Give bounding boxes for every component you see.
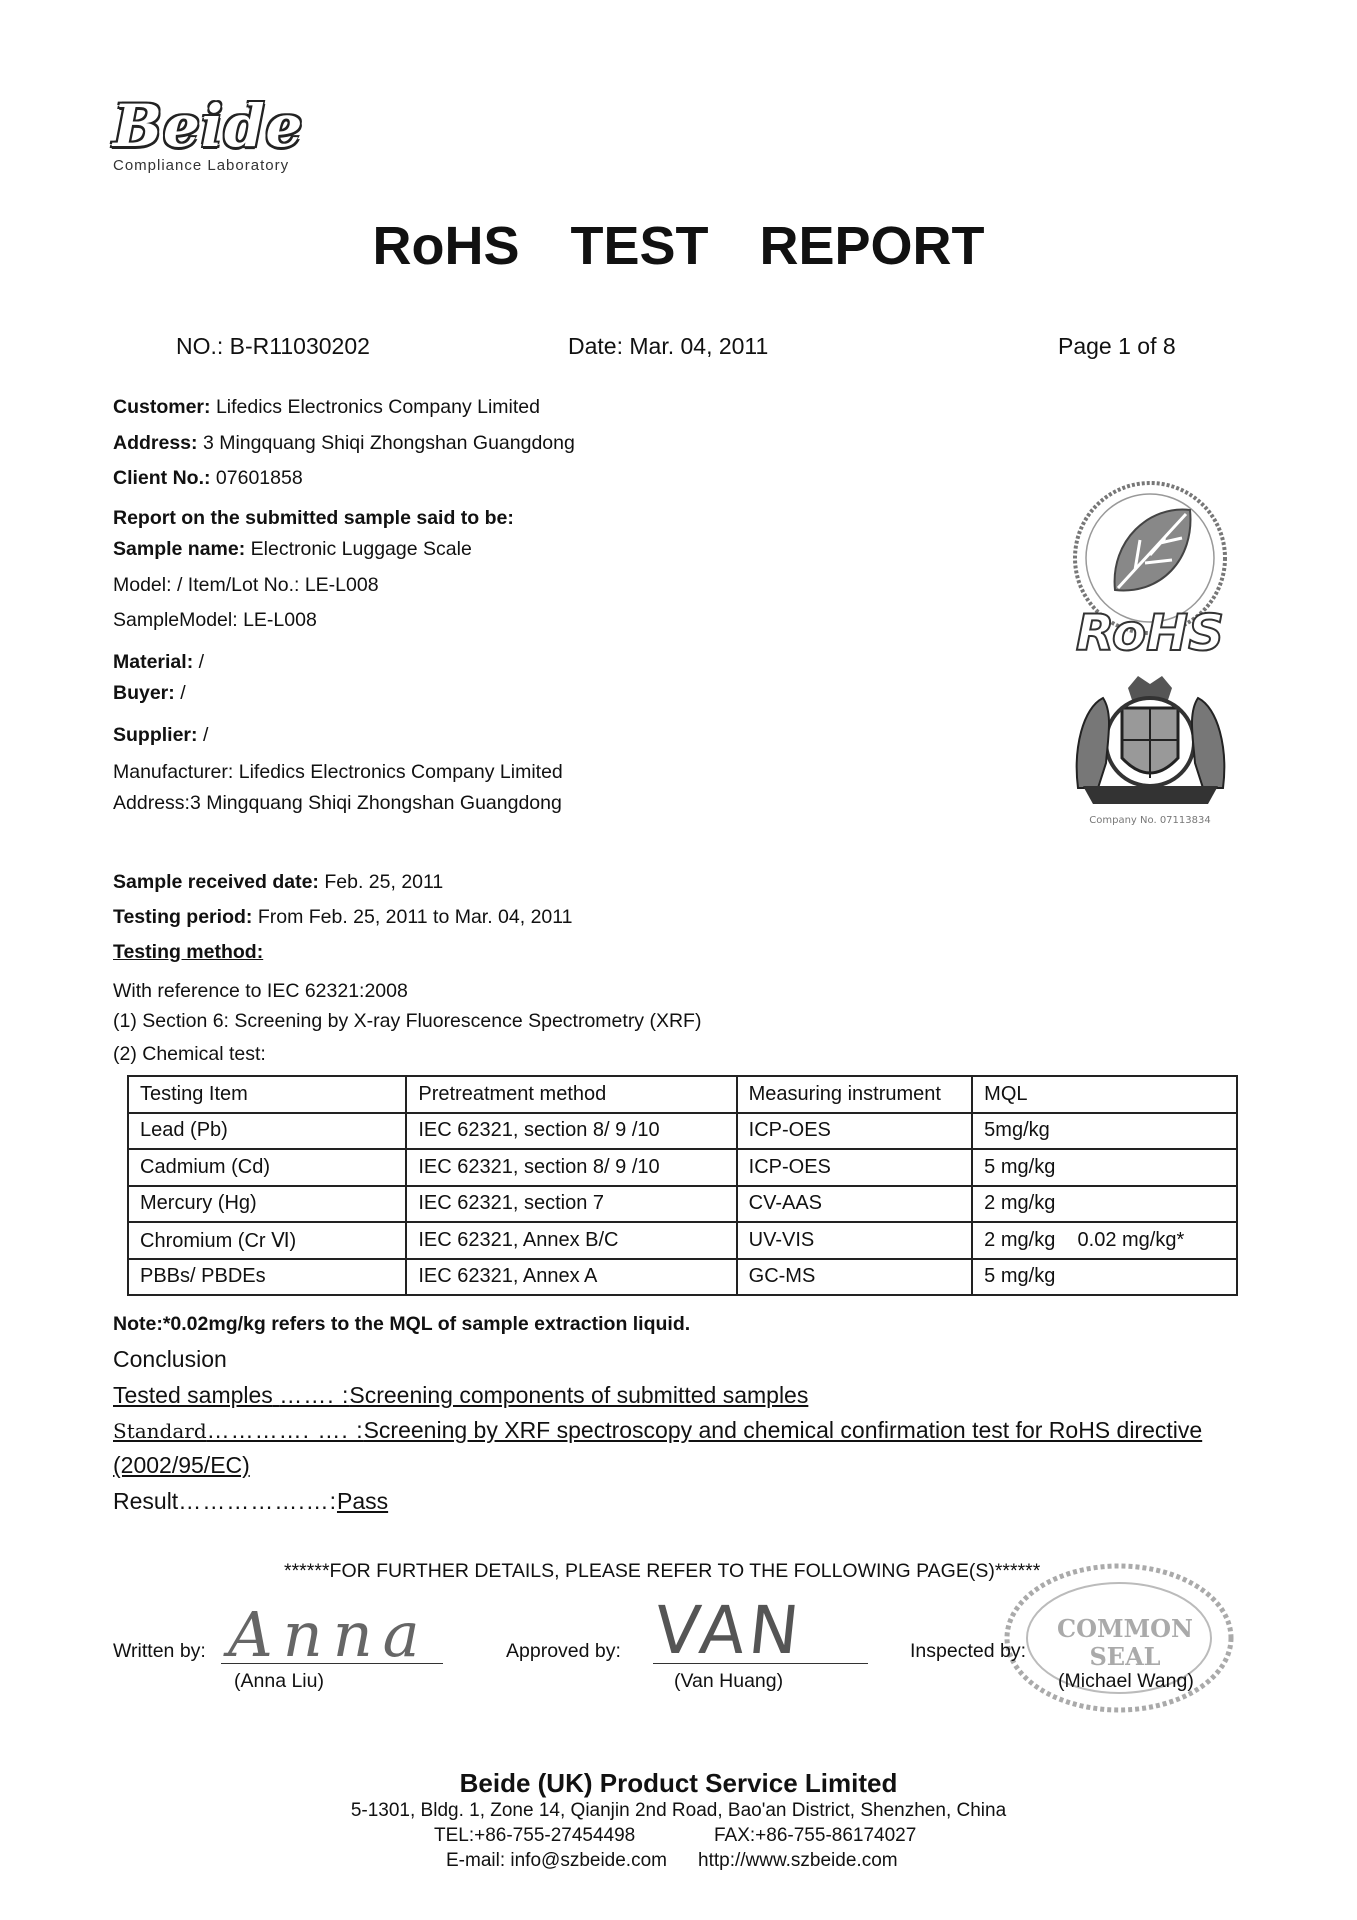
seal-text-seal: SEAL <box>1089 1642 1161 1671</box>
manufacturer-address-line: Address:3 Mingquang Shiqi Zhongshan Guangdong <box>113 792 562 814</box>
table-header-cell: Measuring instrument <box>737 1076 973 1113</box>
inspected-by-label: Inspected by: <box>910 1640 1026 1662</box>
written-signature-line <box>221 1663 443 1664</box>
client-no-line: Client No.: 07601858 <box>113 467 303 489</box>
inspected-by-name: (Michael Wang) <box>1058 1670 1194 1692</box>
result-line: Result…………….…:Pass <box>113 1488 389 1514</box>
table-header-cell: Pretreatment method <box>406 1076 736 1113</box>
table-row <box>128 1113 1237 1150</box>
approved-by-label: Approved by: <box>506 1640 621 1662</box>
testing-period-line: Testing period: From Feb. 25, 2011 to Mar. 04, 2011 <box>113 906 573 928</box>
method-line-3: (2) Chemical test: <box>113 1043 266 1065</box>
logo-subtitle: Compliance Laboratory <box>113 157 290 174</box>
test-method-table <box>127 1075 1238 1296</box>
customer-line: Customer: Lifedics Electronics Company Limited <box>113 396 540 418</box>
table-header-row <box>128 1076 1237 1113</box>
table-cell: Mercury (Hg) <box>128 1186 406 1223</box>
table-cell: GC-MS <box>737 1259 973 1296</box>
sample-name-line: Sample name: Electronic Luggage Scale <box>113 538 472 560</box>
footer-tel: TEL:+86-755-27454498 <box>434 1825 636 1846</box>
rohs-seal <box>1060 480 1240 660</box>
footer-address: 5-1301, Bldg. 1, Zone 14, Qianjin 2nd Road, Bao'an District, Shenzhen, China <box>350 1800 1007 1821</box>
table-row <box>128 1186 1237 1223</box>
table-cell: 5mg/kg <box>972 1113 1237 1150</box>
table-row <box>128 1149 1237 1186</box>
manufacturer-line: Manufacturer: Lifedics Electronics Company Limited <box>113 761 563 783</box>
footer-email: E-mail: info@szbeide.com <box>446 1850 667 1871</box>
method-line-1: With reference to IEC 62321:2008 <box>113 980 408 1002</box>
conclusion-heading: Conclusion <box>113 1346 227 1372</box>
footer-website: http://www.szbeide.com <box>698 1850 898 1871</box>
further-details-note: ******FOR FURTHER DETAILS, PLEASE REFER TO THE FOLLOWING PAGE(S)****** <box>284 1560 1041 1582</box>
table-cell: IEC 62321, Annex A <box>406 1259 736 1296</box>
rohs-seal-text: RoHS <box>1075 604 1225 660</box>
standard-line: Standard…………. …. :Screening by XRF spectroscopy and chemical confirmation test for RoHS directive <box>113 1417 1203 1443</box>
method-line-2: (1) Section 6: Screening by X-ray Fluorescence Spectrometry (XRF) <box>113 1010 702 1032</box>
table-header-cell: Testing Item <box>128 1076 406 1113</box>
table-cell: IEC 62321, Annex B/C <box>406 1222 736 1259</box>
report-date: Date: Mar. 04, 2011 <box>568 333 769 359</box>
beide-logo: Beide <box>113 92 304 160</box>
table-cell: IEC 62321, section 7 <box>406 1186 736 1223</box>
company-number: Company No. 07113834 <box>1089 815 1211 826</box>
seal-text-common: COMMON <box>1057 1614 1193 1643</box>
table-cell: CV-AAS <box>737 1186 973 1223</box>
report-on-line: Report on the submitted sample said to be: <box>113 507 514 529</box>
table-cell: ICP-OES <box>737 1149 973 1186</box>
table-cell: UV-VIS <box>737 1222 973 1259</box>
van-signature: VAN <box>650 1592 807 1669</box>
table-cell: IEC 62321, section 8/ 9 /10 <box>406 1113 736 1150</box>
table-header-cell: MQL <box>972 1076 1237 1113</box>
coat-of-arms-seal <box>1058 668 1243 828</box>
supplier-line: Supplier: / <box>113 724 209 746</box>
table-cell: Chromium (Cr Ⅵ) <box>128 1222 406 1259</box>
sample-model-line: SampleModel: LE-L008 <box>113 609 317 631</box>
approved-signature-line <box>653 1663 868 1664</box>
received-date-line: Sample received date: Feb. 25, 2011 <box>113 871 444 893</box>
address-line: Address: 3 Mingquang Shiqi Zhongshan Guangdong <box>113 432 575 454</box>
written-by-label: Written by: <box>113 1640 206 1662</box>
table-cell: 5 mg/kg <box>972 1149 1237 1186</box>
table-cell: 2 mg/kg <box>972 1186 1237 1223</box>
table-cell: ICP-OES <box>737 1113 973 1150</box>
table-cell: Cadmium (Cd) <box>128 1149 406 1186</box>
page-number: Page 1 of 8 <box>1058 333 1176 359</box>
report-title: RoHS TEST REPORT <box>372 216 985 276</box>
table-cell: 2 mg/kg 0.02 mg/kg* <box>972 1222 1237 1259</box>
footer-company: Beide (UK) Product Service Limited <box>459 1768 898 1798</box>
model-line: Model: / Item/Lot No.: LE-L008 <box>113 574 379 596</box>
mql-note: Note:*0.02mg/kg refers to the MQL of sample extraction liquid. <box>113 1313 691 1335</box>
written-by-name: (Anna Liu) <box>234 1670 324 1692</box>
anna-signature: Anna <box>228 1598 430 1671</box>
table-cell: Lead (Pb) <box>128 1113 406 1150</box>
report-number: NO.: B-R11030202 <box>176 333 370 359</box>
table-cell: IEC 62321, section 8/ 9 /10 <box>406 1149 736 1186</box>
standard-line-2: (2002/95/EC) <box>113 1452 250 1478</box>
material-line: Material: / <box>113 651 205 673</box>
testing-method-heading: Testing method: <box>113 941 264 963</box>
table-cell: 5 mg/kg <box>972 1259 1237 1296</box>
table-cell: PBBs/ PBDEs <box>128 1259 406 1296</box>
footer-fax: FAX:+86-755-86174027 <box>714 1825 917 1846</box>
result-value: Pass <box>336 1488 389 1514</box>
tested-samples-line: Tested samples ……. :Screening components of submitted samples <box>113 1382 809 1408</box>
approved-by-name: (Van Huang) <box>674 1670 784 1692</box>
table-row <box>128 1222 1237 1259</box>
buyer-line: Buyer: / <box>113 682 186 704</box>
table-row <box>128 1259 1237 1296</box>
